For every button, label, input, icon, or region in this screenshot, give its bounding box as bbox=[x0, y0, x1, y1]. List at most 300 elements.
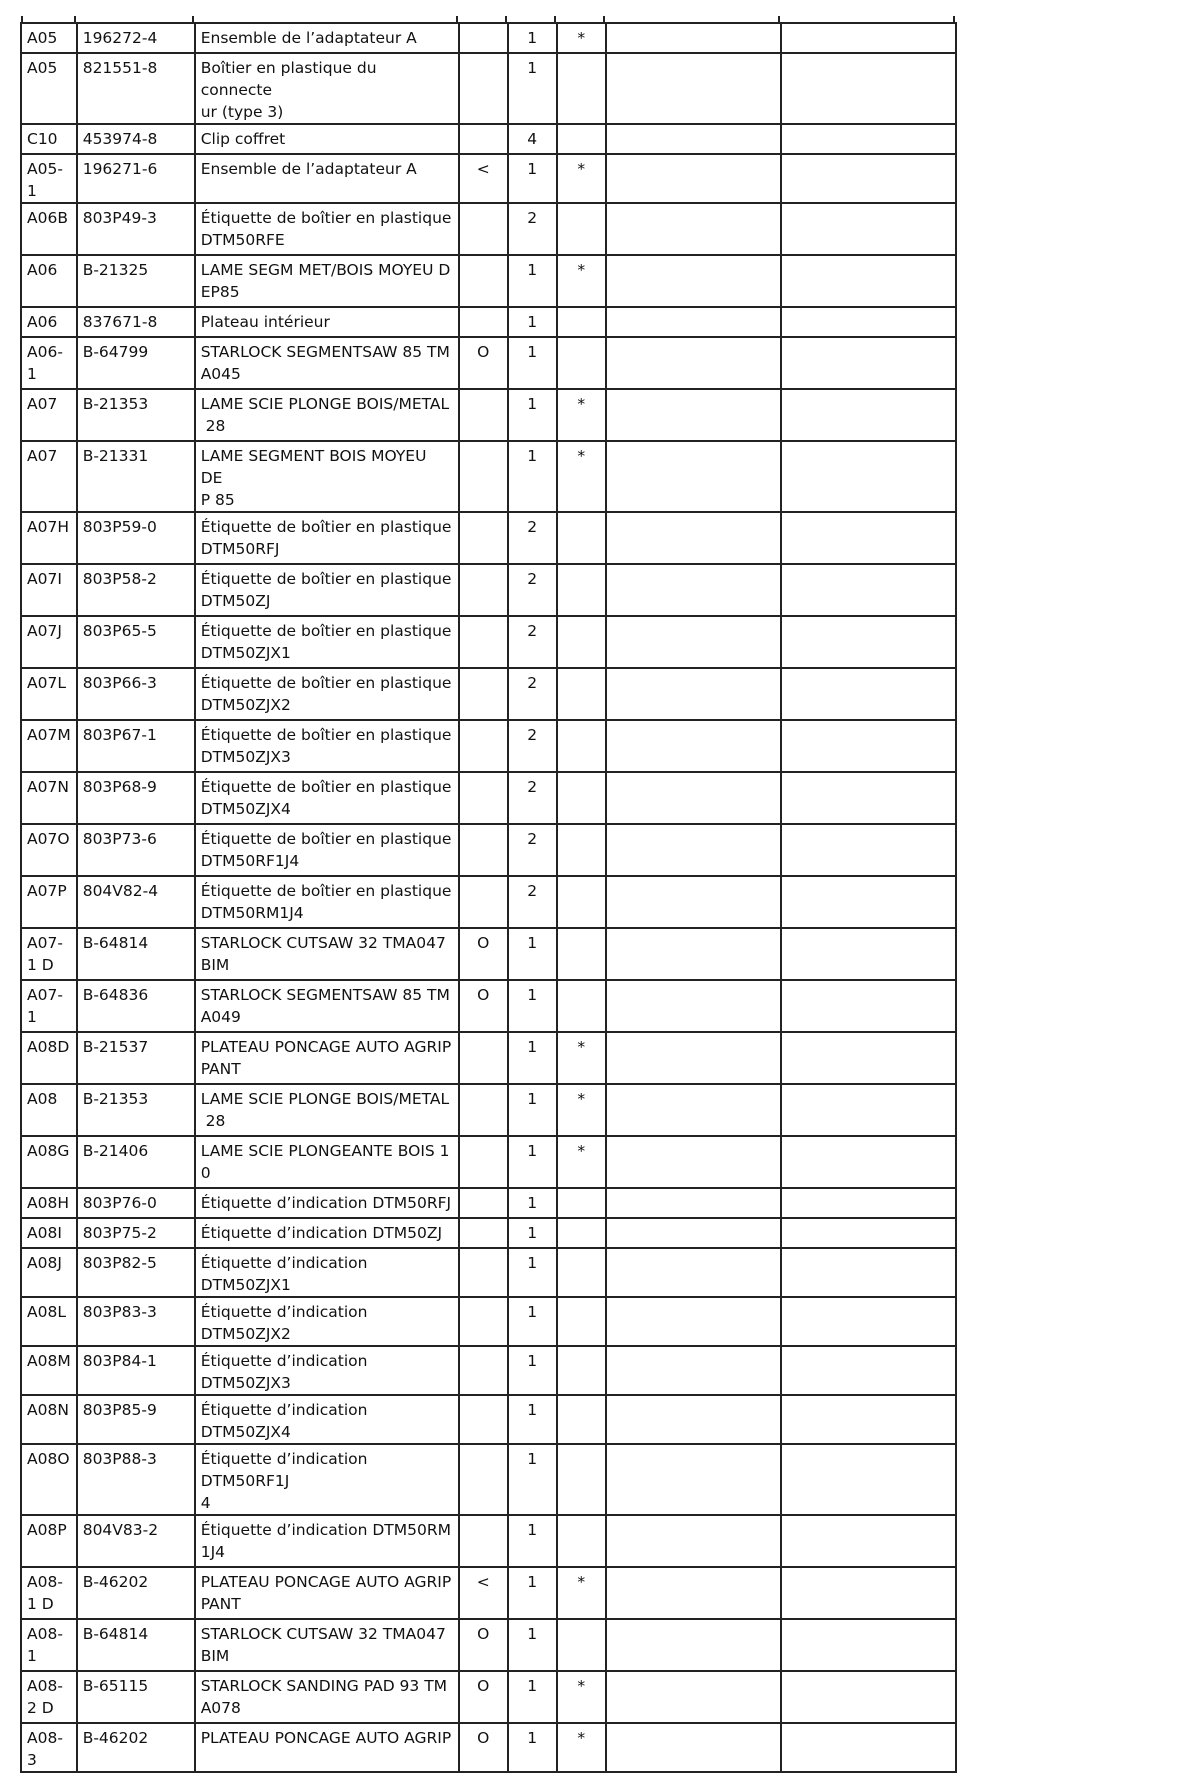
cell-extra-1 bbox=[606, 824, 781, 876]
cell-note bbox=[459, 1395, 508, 1444]
cell-extra-1 bbox=[606, 1218, 781, 1248]
cell-note: O bbox=[459, 980, 508, 1032]
table-row bbox=[21, 980, 956, 1032]
cell-extra-2 bbox=[781, 255, 956, 307]
cell-note bbox=[459, 616, 508, 668]
table-row bbox=[21, 1619, 956, 1671]
cell-description: STARLOCK SEGMENTSAW 85 TM A045 bbox=[195, 337, 459, 389]
cell-part-no: B-64814 bbox=[77, 1619, 195, 1671]
cell-mark bbox=[557, 203, 606, 255]
cell-note bbox=[459, 512, 508, 564]
cell-part-no: 803P66-3 bbox=[77, 668, 195, 720]
table-row bbox=[21, 512, 956, 564]
cell-part-no: B-21537 bbox=[77, 1032, 195, 1084]
cell-extra-2 bbox=[781, 1444, 956, 1515]
cell-description: LAME SCIE PLONGE BOIS/METAL 28 bbox=[195, 1084, 459, 1136]
cell-part-no: 803P75-2 bbox=[77, 1218, 195, 1248]
cell-item-no: A06 bbox=[21, 307, 77, 337]
cell-extra-2 bbox=[781, 307, 956, 337]
cell-description: Étiquette d’indication DTM50ZJ bbox=[195, 1218, 459, 1248]
cell-description: STARLOCK SEGMENTSAW 85 TM A049 bbox=[195, 980, 459, 1032]
cell-extra-2 bbox=[781, 1188, 956, 1218]
cell-extra-2 bbox=[781, 1567, 956, 1619]
cell-part-no: 803P65-5 bbox=[77, 616, 195, 668]
cell-item-no: A05 bbox=[21, 53, 77, 124]
cell-item-no: A08H bbox=[21, 1188, 77, 1218]
cell-item-no: A06-1 bbox=[21, 337, 77, 389]
cell-mark bbox=[557, 824, 606, 876]
cell-extra-1 bbox=[606, 668, 781, 720]
cell-description: STARLOCK CUTSAW 32 TMA047 BIM bbox=[195, 928, 459, 980]
cell-quantity: 1 bbox=[508, 1136, 557, 1188]
cell-description: STARLOCK CUTSAW 32 TMA047 BIM bbox=[195, 1619, 459, 1671]
cell-extra-2 bbox=[781, 1297, 956, 1346]
cell-description: Étiquette d’indication DTM50RF1J 4 bbox=[195, 1444, 459, 1515]
cell-mark: * bbox=[557, 1084, 606, 1136]
cell-quantity: 1 bbox=[508, 1188, 557, 1218]
cell-extra-2 bbox=[781, 1218, 956, 1248]
cell-part-no: 821551-8 bbox=[77, 53, 195, 124]
cell-extra-1 bbox=[606, 1248, 781, 1297]
cell-mark bbox=[557, 564, 606, 616]
cell-description: Étiquette d’indication DTM50RM 1J4 bbox=[195, 1515, 459, 1567]
cell-item-no: C10 bbox=[21, 124, 77, 154]
cell-description: STARLOCK SANDING PAD 93 TM A078 bbox=[195, 1671, 459, 1723]
table-row bbox=[21, 616, 956, 668]
cell-mark bbox=[557, 337, 606, 389]
cell-extra-2 bbox=[781, 564, 956, 616]
cell-mark: * bbox=[557, 1671, 606, 1723]
cell-note: O bbox=[459, 337, 508, 389]
cell-part-no: 196271-6 bbox=[77, 154, 195, 203]
cell-description: Clip coffret bbox=[195, 124, 459, 154]
cell-mark bbox=[557, 1346, 606, 1395]
cell-item-no: A07 bbox=[21, 389, 77, 441]
cell-note bbox=[459, 1218, 508, 1248]
table-row bbox=[21, 53, 956, 124]
cell-item-no: A07J bbox=[21, 616, 77, 668]
cell-note bbox=[459, 1032, 508, 1084]
cell-description: LAME SEGM MET/BOIS MOYEU D EP85 bbox=[195, 255, 459, 307]
table-row bbox=[21, 124, 956, 154]
table-row bbox=[21, 1297, 956, 1346]
cell-note bbox=[459, 307, 508, 337]
cell-description: Étiquette de boîtier en plastique DTM50ZJ bbox=[195, 564, 459, 616]
cell-extra-2 bbox=[781, 337, 956, 389]
cell-item-no: A08I bbox=[21, 1218, 77, 1248]
cell-quantity: 1 bbox=[508, 1515, 557, 1567]
cell-description: PLATEAU PONCAGE AUTO AGRIP PANT bbox=[195, 1567, 459, 1619]
cell-part-no: 803P49-3 bbox=[77, 203, 195, 255]
cell-extra-1 bbox=[606, 389, 781, 441]
cell-mark bbox=[557, 720, 606, 772]
cell-extra-1 bbox=[606, 1723, 781, 1772]
cell-quantity: 2 bbox=[508, 876, 557, 928]
cell-mark bbox=[557, 616, 606, 668]
table-row bbox=[21, 389, 956, 441]
cell-description: Boîtier en plastique du connecte ur (type 3) bbox=[195, 53, 459, 124]
cell-part-no: 803P82-5 bbox=[77, 1248, 195, 1297]
cell-mark bbox=[557, 512, 606, 564]
cell-extra-1 bbox=[606, 23, 781, 53]
cell-extra-2 bbox=[781, 154, 956, 203]
cell-extra-2 bbox=[781, 616, 956, 668]
cell-mark: * bbox=[557, 255, 606, 307]
cell-quantity: 2 bbox=[508, 512, 557, 564]
table-row bbox=[21, 564, 956, 616]
cell-item-no: A07-1 bbox=[21, 980, 77, 1032]
cell-mark bbox=[557, 980, 606, 1032]
table-row bbox=[21, 307, 956, 337]
cell-item-no: A08G bbox=[21, 1136, 77, 1188]
cell-note bbox=[459, 876, 508, 928]
cell-mark bbox=[557, 876, 606, 928]
cell-item-no: A06B bbox=[21, 203, 77, 255]
cell-note bbox=[459, 1188, 508, 1218]
cell-quantity: 1 bbox=[508, 1084, 557, 1136]
table-row bbox=[21, 1084, 956, 1136]
cell-part-no: 803P76-0 bbox=[77, 1188, 195, 1218]
cell-extra-1 bbox=[606, 1032, 781, 1084]
cell-quantity: 1 bbox=[508, 255, 557, 307]
cell-description: Étiquette d’indication DTM50ZJX2 bbox=[195, 1297, 459, 1346]
cell-note: O bbox=[459, 1619, 508, 1671]
cell-extra-2 bbox=[781, 1084, 956, 1136]
cell-note: O bbox=[459, 1723, 508, 1772]
cell-item-no: A08D bbox=[21, 1032, 77, 1084]
cell-extra-2 bbox=[781, 1671, 956, 1723]
cell-note bbox=[459, 53, 508, 124]
cell-note bbox=[459, 824, 508, 876]
cell-mark: * bbox=[557, 1032, 606, 1084]
cell-quantity: 1 bbox=[508, 1567, 557, 1619]
cell-quantity: 1 bbox=[508, 1723, 557, 1772]
cell-note bbox=[459, 772, 508, 824]
cell-item-no: A08 bbox=[21, 1084, 77, 1136]
cell-quantity: 1 bbox=[508, 1395, 557, 1444]
cell-extra-2 bbox=[781, 876, 956, 928]
cell-extra-2 bbox=[781, 441, 956, 512]
table-row bbox=[21, 1395, 956, 1444]
cell-mark bbox=[557, 1297, 606, 1346]
cell-note bbox=[459, 1515, 508, 1567]
cell-mark: * bbox=[557, 1723, 606, 1772]
cell-extra-1 bbox=[606, 1515, 781, 1567]
cell-mark bbox=[557, 772, 606, 824]
cell-part-no: B-21353 bbox=[77, 389, 195, 441]
cell-mark bbox=[557, 53, 606, 124]
cell-description: LAME SCIE PLONGEANTE BOIS 1 0 bbox=[195, 1136, 459, 1188]
cell-part-no: B-21353 bbox=[77, 1084, 195, 1136]
cell-extra-2 bbox=[781, 23, 956, 53]
cell-extra-1 bbox=[606, 980, 781, 1032]
cell-part-no: B-64836 bbox=[77, 980, 195, 1032]
cell-extra-1 bbox=[606, 307, 781, 337]
cell-extra-2 bbox=[781, 1032, 956, 1084]
cell-note bbox=[459, 23, 508, 53]
cell-part-no: 803P58-2 bbox=[77, 564, 195, 616]
cell-extra-1 bbox=[606, 1671, 781, 1723]
cell-description: LAME SCIE PLONGE BOIS/METAL 28 bbox=[195, 389, 459, 441]
cell-extra-2 bbox=[781, 1136, 956, 1188]
cell-note bbox=[459, 1444, 508, 1515]
cell-description: Ensemble de l’adaptateur A bbox=[195, 154, 459, 203]
cell-quantity: 2 bbox=[508, 616, 557, 668]
cell-mark bbox=[557, 1515, 606, 1567]
parts-list-sheet bbox=[20, 22, 957, 1773]
cell-extra-1 bbox=[606, 255, 781, 307]
cell-extra-1 bbox=[606, 1395, 781, 1444]
cell-note bbox=[459, 441, 508, 512]
cell-part-no: B-21406 bbox=[77, 1136, 195, 1188]
cell-description: Étiquette d’indication DTM50ZJX3 bbox=[195, 1346, 459, 1395]
table-row bbox=[21, 1032, 956, 1084]
cell-quantity: 2 bbox=[508, 668, 557, 720]
cell-part-no: 837671-8 bbox=[77, 307, 195, 337]
cell-mark: * bbox=[557, 1136, 606, 1188]
cell-extra-1 bbox=[606, 616, 781, 668]
cell-description: Étiquette de boîtier en plastique DTM50RFE bbox=[195, 203, 459, 255]
cell-item-no: A08M bbox=[21, 1346, 77, 1395]
cell-part-no: 804V83-2 bbox=[77, 1515, 195, 1567]
cell-extra-1 bbox=[606, 124, 781, 154]
cell-description: Étiquette de boîtier en plastique DTM50ZJX4 bbox=[195, 772, 459, 824]
table-row bbox=[21, 255, 956, 307]
cell-part-no: 803P83-3 bbox=[77, 1297, 195, 1346]
cell-extra-2 bbox=[781, 720, 956, 772]
cell-extra-1 bbox=[606, 441, 781, 512]
cell-quantity: 1 bbox=[508, 1218, 557, 1248]
cell-part-no: 803P73-6 bbox=[77, 824, 195, 876]
table-row bbox=[21, 1188, 956, 1218]
cell-item-no: A08N bbox=[21, 1395, 77, 1444]
cell-quantity: 1 bbox=[508, 1297, 557, 1346]
cell-description: Ensemble de l’adaptateur A bbox=[195, 23, 459, 53]
cell-item-no: A07O bbox=[21, 824, 77, 876]
table-row bbox=[21, 1218, 956, 1248]
cell-note bbox=[459, 1297, 508, 1346]
cell-part-no: B-46202 bbox=[77, 1567, 195, 1619]
cell-quantity: 1 bbox=[508, 1671, 557, 1723]
cell-extra-1 bbox=[606, 1188, 781, 1218]
cell-note: O bbox=[459, 928, 508, 980]
cell-extra-2 bbox=[781, 980, 956, 1032]
table-row bbox=[21, 1346, 956, 1395]
parts-table bbox=[20, 22, 957, 1773]
cell-extra-1 bbox=[606, 154, 781, 203]
cell-mark bbox=[557, 668, 606, 720]
cell-extra-2 bbox=[781, 824, 956, 876]
cell-description: LAME SEGMENT BOIS MOYEU DE P 85 bbox=[195, 441, 459, 512]
cell-part-no: B-65115 bbox=[77, 1671, 195, 1723]
cell-note bbox=[459, 1084, 508, 1136]
cell-description: Étiquette de boîtier en plastique DTM50RF1J4 bbox=[195, 824, 459, 876]
cell-extra-1 bbox=[606, 1084, 781, 1136]
table-row bbox=[21, 1515, 956, 1567]
cell-note bbox=[459, 389, 508, 441]
cell-quantity: 1 bbox=[508, 337, 557, 389]
cell-description: PLATEAU PONCAGE AUTO AGRIP PANT bbox=[195, 1032, 459, 1084]
cell-extra-2 bbox=[781, 512, 956, 564]
cell-note bbox=[459, 668, 508, 720]
cell-part-no: B-46202 bbox=[77, 1723, 195, 1772]
cell-part-no: B-21325 bbox=[77, 255, 195, 307]
cell-mark bbox=[557, 1395, 606, 1444]
cell-item-no: A05 bbox=[21, 23, 77, 53]
cell-quantity: 1 bbox=[508, 1619, 557, 1671]
cell-description: Étiquette de boîtier en plastique DTM50ZJX2 bbox=[195, 668, 459, 720]
cell-note bbox=[459, 720, 508, 772]
cell-description: Plateau intérieur bbox=[195, 307, 459, 337]
table-row bbox=[21, 1723, 956, 1772]
cell-extra-2 bbox=[781, 668, 956, 720]
table-row bbox=[21, 772, 956, 824]
cell-item-no: A07L bbox=[21, 668, 77, 720]
cell-part-no: 803P68-9 bbox=[77, 772, 195, 824]
cell-item-no: A07I bbox=[21, 564, 77, 616]
table-row bbox=[21, 876, 956, 928]
cell-extra-2 bbox=[781, 53, 956, 124]
cell-note: < bbox=[459, 1567, 508, 1619]
table-row bbox=[21, 928, 956, 980]
cell-description: Étiquette d’indication DTM50ZJX4 bbox=[195, 1395, 459, 1444]
cell-item-no: A08-1 bbox=[21, 1619, 77, 1671]
cell-extra-2 bbox=[781, 1619, 956, 1671]
cell-note bbox=[459, 203, 508, 255]
cell-quantity: 2 bbox=[508, 203, 557, 255]
cell-mark bbox=[557, 124, 606, 154]
cell-item-no: A07P bbox=[21, 876, 77, 928]
cell-item-no: A08-2 D bbox=[21, 1671, 77, 1723]
cell-quantity: 2 bbox=[508, 824, 557, 876]
cell-note bbox=[459, 124, 508, 154]
cell-quantity: 1 bbox=[508, 154, 557, 203]
table-row bbox=[21, 1567, 956, 1619]
cell-extra-2 bbox=[781, 928, 956, 980]
cell-part-no: 803P59-0 bbox=[77, 512, 195, 564]
cell-part-no: B-21331 bbox=[77, 441, 195, 512]
cell-extra-1 bbox=[606, 1619, 781, 1671]
table-row bbox=[21, 1671, 956, 1723]
table-row bbox=[21, 1136, 956, 1188]
cell-extra-2 bbox=[781, 389, 956, 441]
cell-quantity: 2 bbox=[508, 564, 557, 616]
cell-extra-1 bbox=[606, 1136, 781, 1188]
cell-item-no: A07 bbox=[21, 441, 77, 512]
cell-mark bbox=[557, 1619, 606, 1671]
cell-quantity: 1 bbox=[508, 441, 557, 512]
cell-item-no: A08L bbox=[21, 1297, 77, 1346]
cell-mark: * bbox=[557, 389, 606, 441]
cell-extra-2 bbox=[781, 772, 956, 824]
cell-mark bbox=[557, 928, 606, 980]
cell-note bbox=[459, 564, 508, 616]
cell-part-no: 196272-4 bbox=[77, 23, 195, 53]
table-row bbox=[21, 154, 956, 203]
cell-item-no: A08J bbox=[21, 1248, 77, 1297]
cell-item-no: A08P bbox=[21, 1515, 77, 1567]
cell-quantity: 1 bbox=[508, 307, 557, 337]
cell-mark bbox=[557, 1248, 606, 1297]
cell-quantity: 1 bbox=[508, 980, 557, 1032]
cell-note: O bbox=[459, 1671, 508, 1723]
cell-item-no: A07N bbox=[21, 772, 77, 824]
table-row bbox=[21, 203, 956, 255]
cell-part-no: 804V82-4 bbox=[77, 876, 195, 928]
cell-extra-1 bbox=[606, 772, 781, 824]
cell-extra-2 bbox=[781, 1395, 956, 1444]
cell-item-no: A08-3 bbox=[21, 1723, 77, 1772]
cell-description: PLATEAU PONCAGE AUTO AGRIP bbox=[195, 1723, 459, 1772]
table-row bbox=[21, 23, 956, 53]
cell-extra-1 bbox=[606, 1567, 781, 1619]
cell-item-no: A08-1 D bbox=[21, 1567, 77, 1619]
cell-note bbox=[459, 255, 508, 307]
cell-item-no: A07M bbox=[21, 720, 77, 772]
cell-note bbox=[459, 1248, 508, 1297]
cell-extra-2 bbox=[781, 124, 956, 154]
table-row bbox=[21, 824, 956, 876]
cell-note bbox=[459, 1346, 508, 1395]
cell-quantity: 1 bbox=[508, 389, 557, 441]
cell-quantity: 2 bbox=[508, 772, 557, 824]
table-row bbox=[21, 1248, 956, 1297]
cell-mark: * bbox=[557, 1567, 606, 1619]
cell-extra-2 bbox=[781, 203, 956, 255]
cell-extra-2 bbox=[781, 1723, 956, 1772]
cell-extra-2 bbox=[781, 1248, 956, 1297]
table-row bbox=[21, 668, 956, 720]
table-row bbox=[21, 337, 956, 389]
cell-part-no: 803P88-3 bbox=[77, 1444, 195, 1515]
cell-extra-1 bbox=[606, 564, 781, 616]
cell-item-no: A05-1 bbox=[21, 154, 77, 203]
cell-mark: * bbox=[557, 441, 606, 512]
cell-mark: * bbox=[557, 154, 606, 203]
cell-part-no: B-64814 bbox=[77, 928, 195, 980]
cell-quantity: 1 bbox=[508, 1444, 557, 1515]
cell-mark bbox=[557, 1188, 606, 1218]
table-row bbox=[21, 1444, 956, 1515]
cell-part-no: 803P85-9 bbox=[77, 1395, 195, 1444]
cell-item-no: A07H bbox=[21, 512, 77, 564]
cell-quantity: 1 bbox=[508, 23, 557, 53]
cell-part-no: 803P84-1 bbox=[77, 1346, 195, 1395]
cell-extra-2 bbox=[781, 1515, 956, 1567]
table-row bbox=[21, 720, 956, 772]
cell-extra-1 bbox=[606, 1346, 781, 1395]
cell-note: < bbox=[459, 154, 508, 203]
cell-mark bbox=[557, 307, 606, 337]
table-row bbox=[21, 441, 956, 512]
cell-description: Étiquette de boîtier en plastique DTM50ZJX1 bbox=[195, 616, 459, 668]
cell-description: Étiquette de boîtier en plastique DTM50RFJ bbox=[195, 512, 459, 564]
parts-table-body bbox=[21, 23, 956, 1772]
cell-description: Étiquette d’indication DTM50RFJ bbox=[195, 1188, 459, 1218]
cell-quantity: 2 bbox=[508, 720, 557, 772]
cell-description: Étiquette d’indication DTM50ZJX1 bbox=[195, 1248, 459, 1297]
cell-note bbox=[459, 1136, 508, 1188]
cell-extra-1 bbox=[606, 203, 781, 255]
cell-description: Étiquette de boîtier en plastique DTM50RM1J4 bbox=[195, 876, 459, 928]
cell-extra-1 bbox=[606, 876, 781, 928]
cell-item-no: A07-1 D bbox=[21, 928, 77, 980]
cell-quantity: 1 bbox=[508, 1346, 557, 1395]
cell-extra-1 bbox=[606, 720, 781, 772]
cell-extra-1 bbox=[606, 1297, 781, 1346]
cell-quantity: 1 bbox=[508, 1032, 557, 1084]
cell-part-no: 453974-8 bbox=[77, 124, 195, 154]
